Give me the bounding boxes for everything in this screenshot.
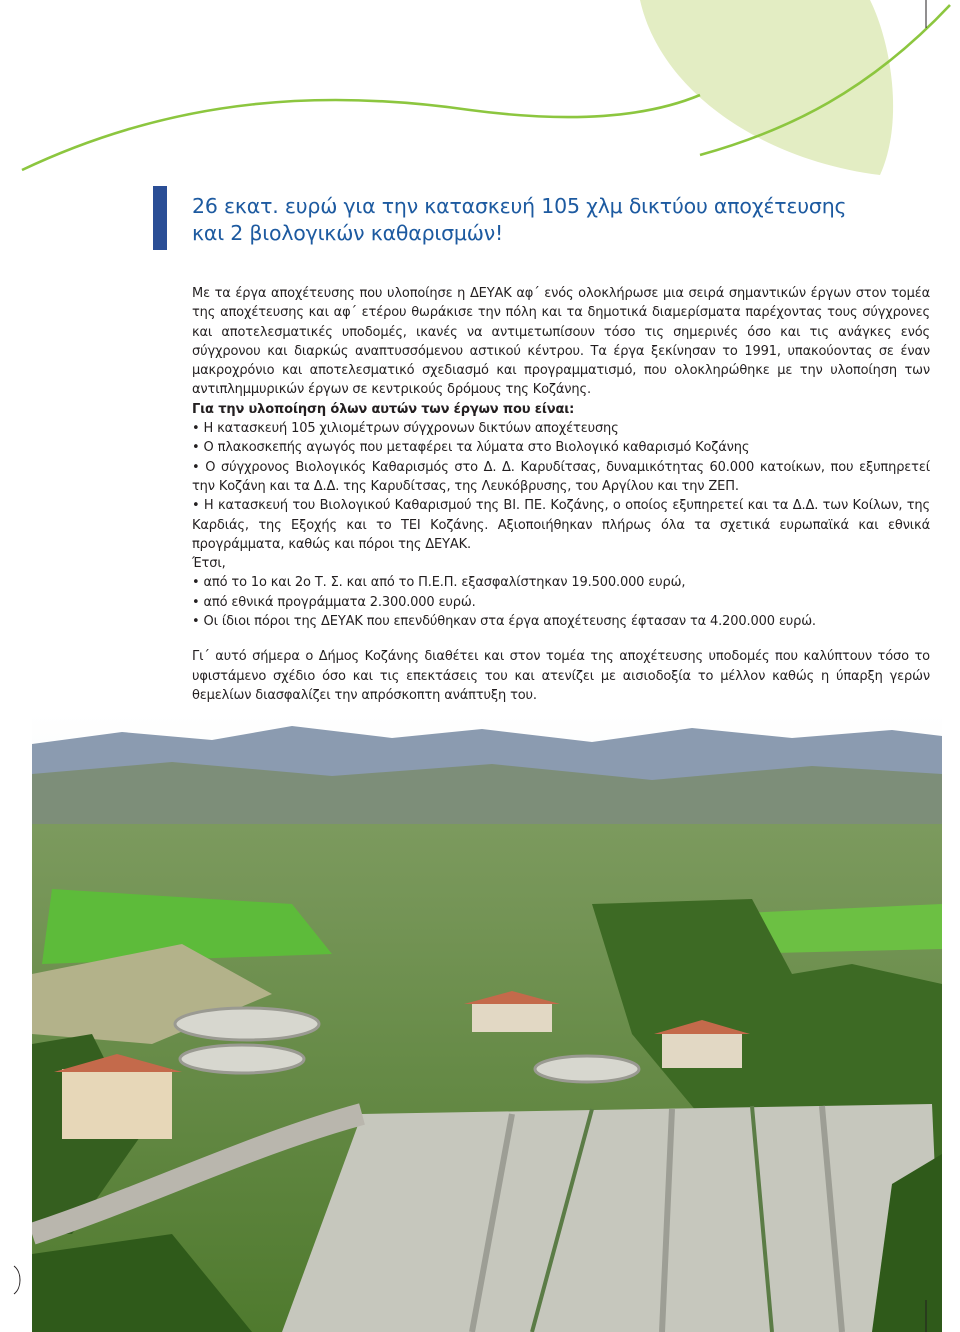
bullet-item: • Οι ίδιοι πόροι της ΔΕΥΑΚ που επενδύθηκαν στα έργα αποχέτευσης έφτασαν τα 4.200.000 ευρώ. [192, 612, 930, 631]
settling-tank [535, 1056, 639, 1082]
page-title [192, 193, 932, 247]
bullet-item: • Ο πλακοσκεπής αγωγός που μεταφέρει τα λύματα στο Βιολογικό καθαρισμό Κοζάνης [192, 438, 930, 457]
title-line: και 2 βιολογικών καθαρισμών! [192, 221, 503, 245]
building [472, 1002, 552, 1032]
intro-paragraph: Με τα έργα αποχέτευσης που υλοποίησε η ΔΕΥΑΚ αφ΄ ενός ολοκλήρωσε μια σειρά σημαντικών έργων στον τομέα της αποχέτευσης και αφ΄ ετέρου θωράκισε την πόλη και τα δημοτικά διαμερίσματα παρέχοντας τους σύγχρονες και αποτελεσματικές υποδομές, ικανές να αντιμετωπίσουν τόσο τις σημερινές όσο και τις ανάγκες ενός σύγχρονου και διαρκώς αναπτυσσόμενου αστικού κέντρου. Τα έργα ξεκίνησαν το 1991, υπακούοντας σε έναν μακροχρόνιο και αποτελεσματικό σχεδιασμό και προγραμματισμό, που ολοκληρώθηκε με την υλοποίηση των αντιπλημμυρικών έργων σε κεντρικούς δρόμους της Κοζάνης. [192, 286, 930, 398]
article-body [192, 284, 930, 705]
building [662, 1032, 742, 1068]
leaf-decoration [0, 0, 960, 200]
bullet-item: • Η κατασκευή 105 χιλιομέτρων σύγχρονων δικτύων αποχέτευσης [192, 419, 930, 438]
aeration-basins [282, 1104, 942, 1332]
crop-mark-line [14, 1266, 20, 1294]
paragraph: Έτσι, [192, 556, 226, 572]
office-building [62, 1069, 172, 1139]
section-heading: Για την υλοποίηση όλων αυτών των έργων που είναι: [192, 401, 575, 417]
closing-paragraph: Γι΄ αυτό σήμερα ο Δήμος Κοζάνης διαθέτει και στον τομέα της αποχέτευσης υποδομές που καλύπτουν τόσο το υφιστάμενο σχέδιο όσο και τις επεκτάσεις του και ατενίζει με αισιοδοξία το μέλλον καθώς η ύπαρξη γερών θεμελίων διασφαλίζει την απρόσκοπτη ανάπτυξη του. [192, 649, 930, 703]
crop-mark [0, 1260, 30, 1300]
settling-tank [180, 1045, 304, 1073]
treatment-plant-photo [32, 714, 942, 1332]
crop-mark [916, 1270, 960, 1332]
title-line: 26 εκατ. ευρώ για την κατασκευή 105 χλμ δικτύου αποχέτευσης [192, 194, 847, 218]
bullet-item: • Η κατασκευή του Βιολογικού Καθαρισμού της ΒΙ. ΠΕ. Κοζάνης, ο οποίος εξυπηρετεί και τα Δ.Δ. των Κοίλων, της Καρδιάς, της Εξοχής και το ΤΕΙ Κοζάνης. Αξιοποιήθηκαν πλήρως όλα τα σχετικά ευρωπαϊκά και εθνικά προγράμματα, καθώς και πόροι της ΔΕΥΑΚ. [192, 496, 930, 554]
bullet-item: • Ο σύγχρονος Βιολογικός Καθαρισμός στο Δ. Δ. Καρυδίτσας, δυναμικότητας 60.000 κατοίκων, που εξυπηρετεί την Κοζάνη και τα Δ.Δ. της Καρυδίτσας, της Λευκόβρυσης, του Αργίλου και την ΖΕΠ. [192, 458, 930, 497]
title-accent-bar [153, 186, 167, 250]
bullet-item: • από το 1ο και 2ο Τ. Σ. και από το Π.Ε.Π. εξασφαλίστηκαν 19.500.000 ευρώ, [192, 573, 930, 592]
bullet-item: • από εθνικά προγράμματα 2.300.000 ευρώ. [192, 593, 930, 612]
leaf-curve [22, 95, 700, 170]
settling-tank [175, 1008, 319, 1040]
